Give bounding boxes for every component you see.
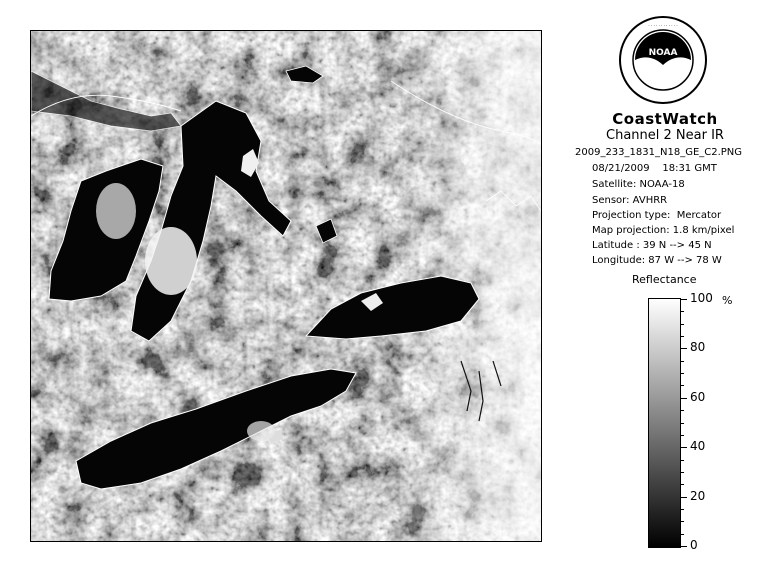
colorbar-tick <box>681 299 687 300</box>
reflectance-colorbar <box>648 298 681 548</box>
colorbar-tick <box>681 435 684 436</box>
colorbar-tick <box>681 534 684 535</box>
colorbar-tick <box>681 410 684 411</box>
colorbar-tick-label: 100 <box>690 291 713 305</box>
colorbar-tick <box>681 348 687 349</box>
colorbar-tick <box>681 484 684 485</box>
colorbar-tick-label: 0 <box>690 538 698 552</box>
latitude-label: Latitude : 39 N --> 45 N <box>592 240 712 251</box>
noaa-logo <box>618 15 708 105</box>
satellite-map <box>30 30 542 542</box>
sensor-label: Sensor: AVHRR <box>592 195 668 206</box>
map-projection-label: Map projection: 1.8 km/pixel <box>592 225 735 236</box>
colorbar-tick-label: 60 <box>690 390 706 404</box>
longitude-label: Longitude: 87 W --> 78 W <box>592 255 722 266</box>
satellite-image <box>31 31 541 541</box>
colorbar-tick <box>681 324 684 325</box>
colorbar-tick <box>681 423 684 424</box>
brand-title: CoastWatch <box>612 110 718 128</box>
satellite-label: Satellite: NOAA-18 <box>592 179 685 190</box>
colorbar-tick-label: 20 <box>690 489 706 503</box>
colorbar-tick <box>681 497 687 498</box>
projection-type-label: Projection type: Mercator <box>592 210 722 221</box>
colorbar-tick-label: 80 <box>690 340 706 354</box>
colorbar-tick <box>681 398 687 399</box>
filename-label: 2009_233_1831_N18_GE_C2.PNG <box>575 147 743 158</box>
colorbar-unit: % <box>722 294 733 307</box>
colorbar-tick <box>681 521 684 522</box>
svg-text:NOAA: NOAA <box>648 48 678 58</box>
colorbar-tick <box>681 361 684 362</box>
colorbar-tick <box>681 311 684 312</box>
colorbar-tick <box>681 546 687 547</box>
colorbar-tick <box>681 460 684 461</box>
colorbar-tick <box>681 509 684 510</box>
colorbar-tick-label: 40 <box>690 439 706 453</box>
colorbar-tick <box>681 447 687 448</box>
colorbar-tick <box>681 336 684 337</box>
colorbar-tick <box>681 472 684 473</box>
colorbar-tick <box>681 385 684 386</box>
colorbar-tick <box>681 373 684 374</box>
colorbar-title: Reflectance <box>632 273 697 286</box>
svg-text:· · · · · · · · · · · ·: · · · · · · · · · · · · <box>648 23 678 28</box>
product-title: Channel 2 Near IR <box>606 128 724 143</box>
datetime-label: 08/21/2009 18:31 GMT <box>592 163 717 174</box>
